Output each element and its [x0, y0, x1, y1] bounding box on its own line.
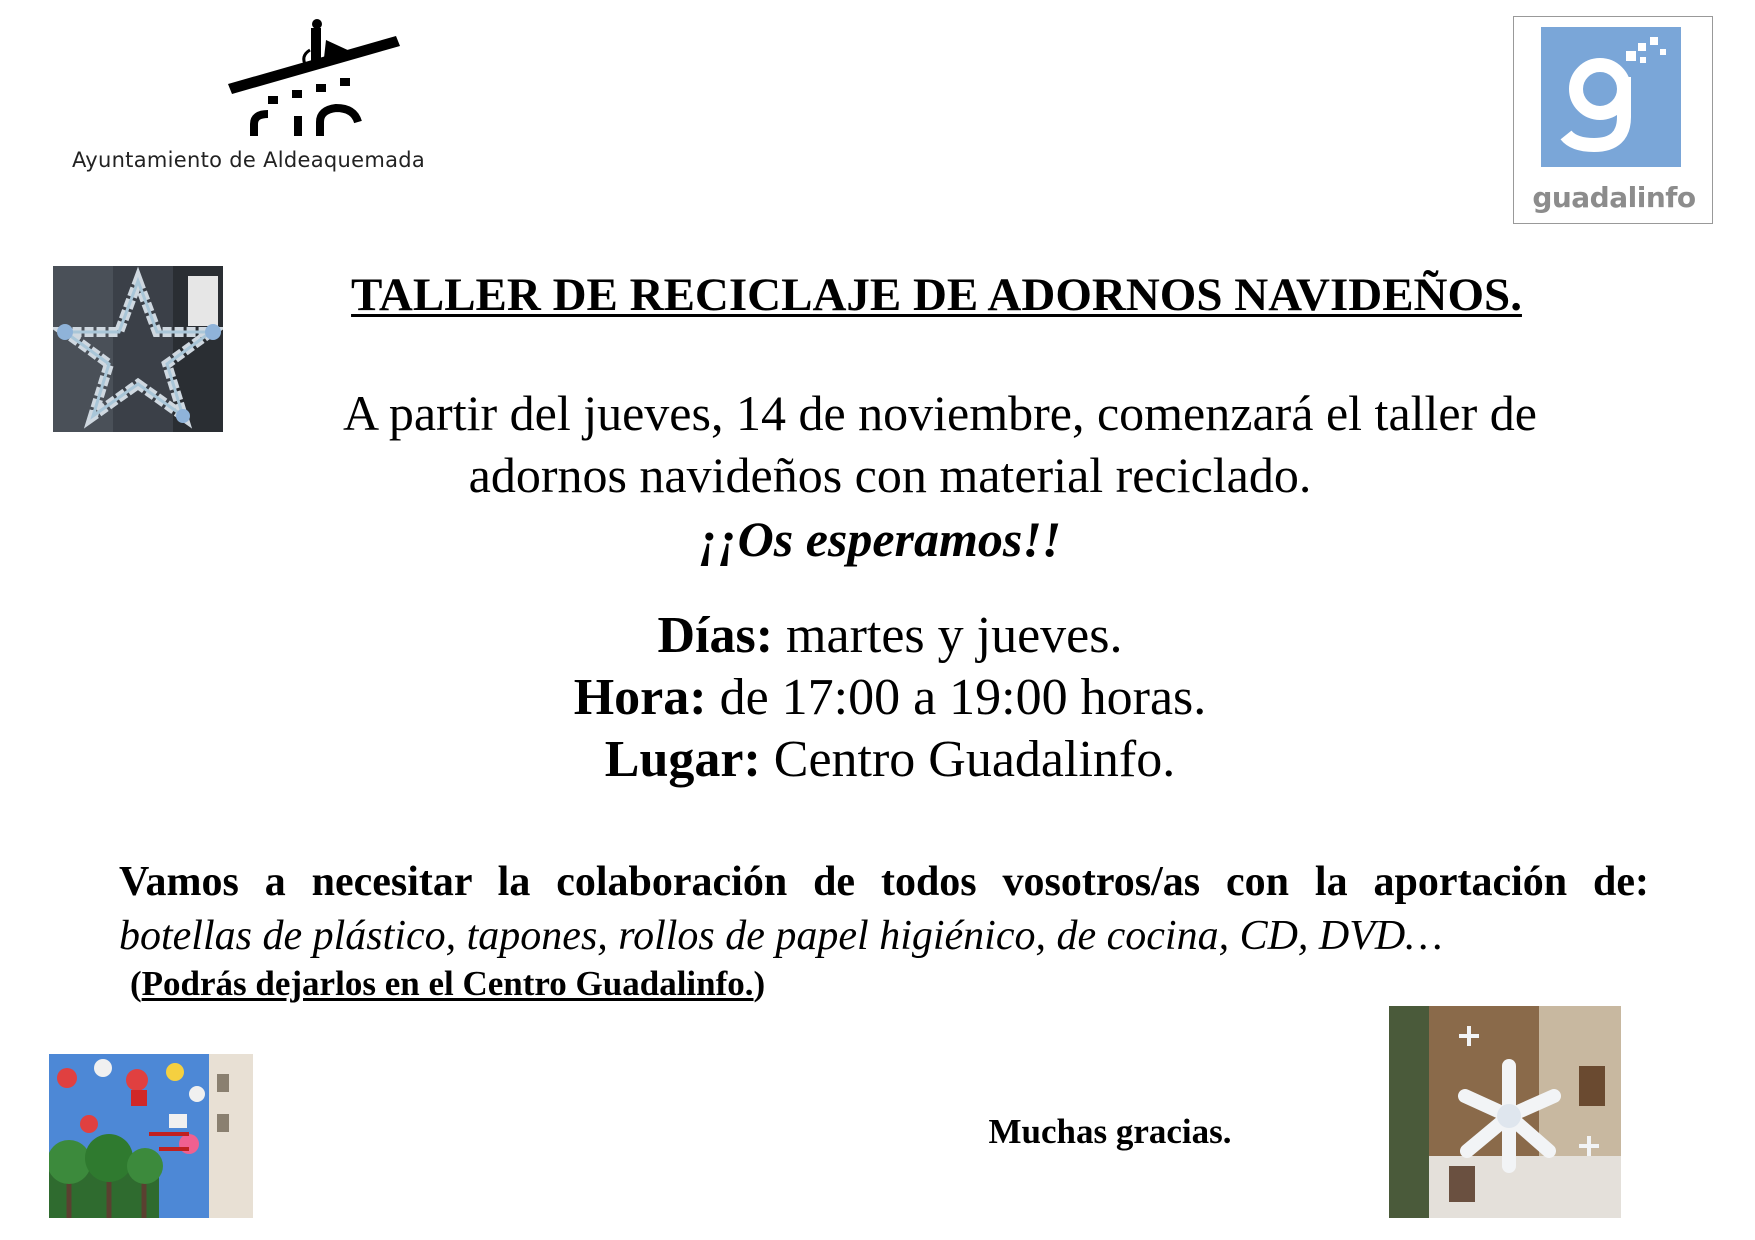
guadalinfo-wordmark: guadalinfo [1532, 181, 1696, 214]
photo-decorated-street [49, 1054, 253, 1218]
info-days [500, 606, 1280, 665]
town-hall-logo-icon [156, 18, 456, 138]
days-value: martes y jueves. [786, 607, 1123, 664]
guadalinfo-logo [1513, 16, 1713, 224]
days-label: Días: [657, 607, 774, 664]
municipality-name: Ayuntamiento de Aldeaquemada [72, 148, 426, 172]
municipality-logo [66, 18, 426, 188]
info-place [480, 730, 1300, 789]
time-label: Hora: [573, 669, 707, 726]
guadalinfo-logo-icon [1514, 17, 1714, 177]
drop-off-text: Podrás dejarlos en el Centro Guadalinfo. [141, 964, 754, 1003]
drop-off-close: ) [753, 964, 766, 1003]
collaboration-request: Vamos a necesitar la colaboración de todos vosotros/as con la aportación de: [119, 859, 1649, 905]
info-time [450, 668, 1330, 727]
intro-line-2: adornos navideños con material reciclado. [468, 447, 1312, 503]
photo-bottle-flower-ornament [1389, 1006, 1621, 1218]
materials-list: botellas de plástico, tapones, rollos de papel higiénico, de cocina, CD, DVD… [119, 913, 1443, 959]
time-value: de 17:00 a 19:00 horas. [719, 669, 1207, 726]
welcome-message: ¡¡Os esperamos!! [698, 511, 1062, 567]
bottle-flower-icon [1389, 1006, 1621, 1218]
drop-off-open: ( [130, 964, 142, 1003]
star-ornament-icon [53, 266, 223, 432]
photo-cd-star-ornament [53, 266, 223, 432]
place-label: Lugar: [604, 731, 761, 788]
drop-off-note [130, 964, 930, 1004]
notice-title: TALLER DE RECICLAJE DE ADORNOS NAVIDEÑOS. [351, 269, 1522, 321]
street-decorations-icon [49, 1054, 253, 1218]
place-value: Centro Guadalinfo. [773, 731, 1176, 788]
intro-line-1: A partir del jueves, 14 de noviembre, comenzará el taller de [343, 385, 1537, 441]
thanks-message: Muchas gracias. [988, 1112, 1232, 1151]
